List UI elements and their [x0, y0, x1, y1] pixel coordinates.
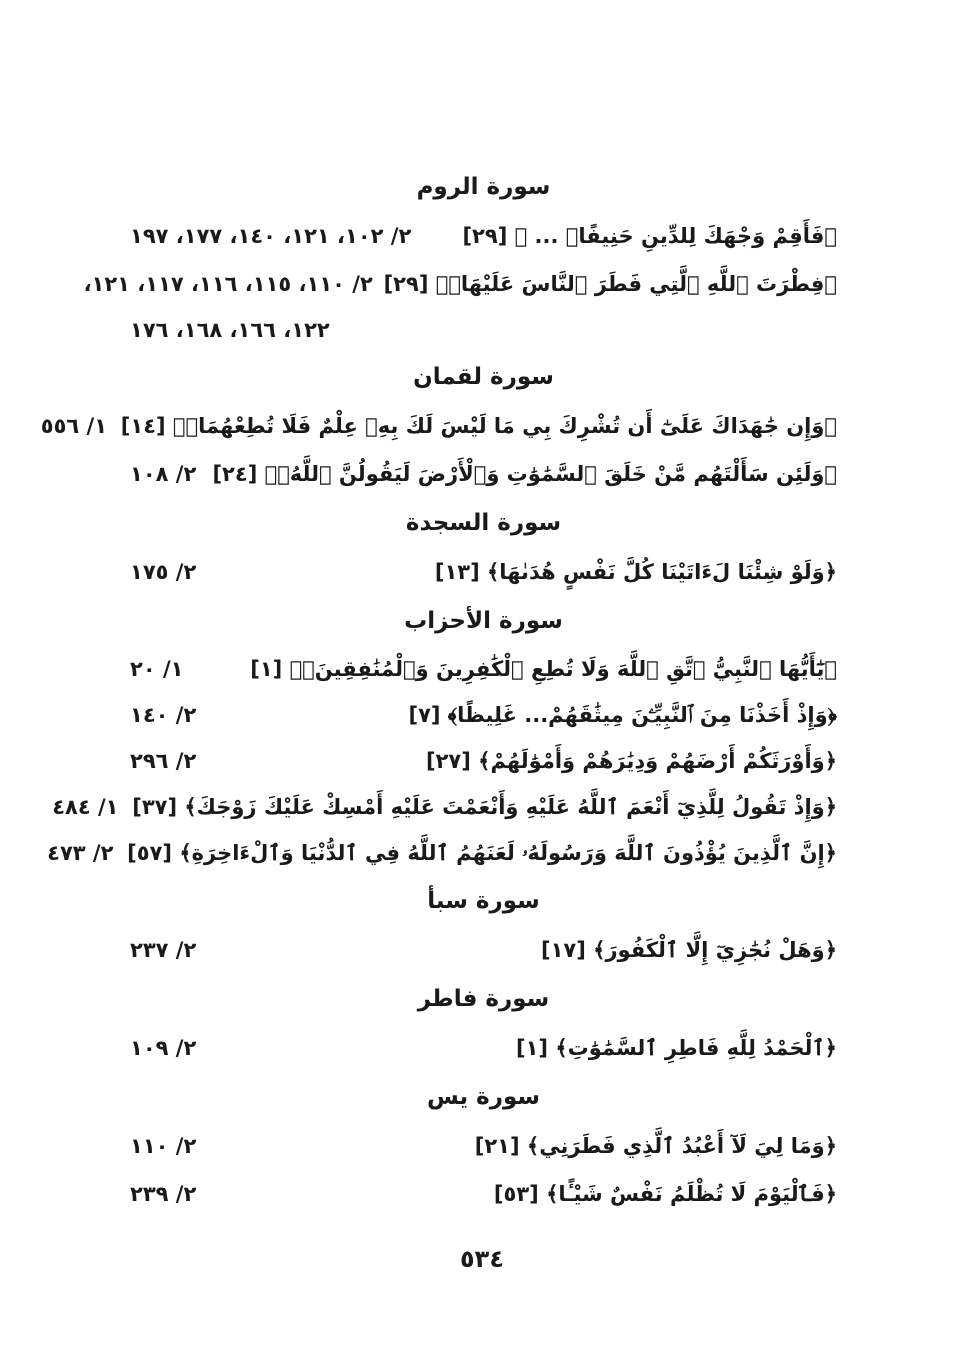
surah-heading-yasin: سورة يس: [426, 1084, 540, 1110]
verse-text: ﴿وَإِذْ أَخَذْنَا مِنَ ٱلنَّبِيِّـۧنَ مِيثَٰقَهُمْ... غَلِيظًا﴾ [٧]: [408, 703, 837, 727]
verse-entry: [40, 402, 837, 450]
verse-entry: [130, 212, 837, 260]
surah-heading-ahzab: سورة الأحزاب: [404, 608, 563, 634]
verse-reference: ٢/ ١٠٢، ١٢١، ١٤٠، ١٧٧، ١٩٧: [130, 224, 412, 248]
verse-entry: [83, 260, 837, 308]
verse-entry: [130, 1122, 837, 1170]
verse-reference: ١/ ٢٠: [130, 657, 184, 681]
verse-text: ﴿وَإِذْ تَقُولُ لِلَّذِيٓ أَنْعَمَ ٱللَّهُ عَلَيْهِ وَأَنْعَمْتَ عَلَيْهِ أَمْسِكْ عَلَيْكَ زَوْجَكَ﴾ [٣٧]: [132, 795, 837, 819]
verse-reference: ١/ ٥٥٦: [40, 414, 108, 438]
surah-heading-rum: سورة الروم: [416, 174, 551, 200]
verse-reference: ٢/ ٢٣٧: [130, 938, 197, 962]
verse-entry: [52, 784, 837, 830]
verse-text: ﴿وَلَوْ شِئْنَا لَءَاتَيْنَا كُلَّ نَفْسٍ هُدَىٰهَا﴾ [١٣]: [434, 560, 837, 584]
verse-text: ﴿وَأَوْرَثَكُمْ أَرْضَهُمْ وَدِيَٰرَهُمْ وَأَمْوَٰلَهُمْ﴾ [٢٧]: [425, 749, 837, 773]
verse-text: ﴿فَٱلْيَوْمَ لَا تُظْلَمُ نَفْسٌ شَيْـًٔا﴾ [٥٣]: [493, 1182, 837, 1206]
verse-entry: [130, 548, 837, 596]
verse-reference: ٢/ ١٧٥: [130, 560, 197, 584]
verse-reference: ٢/ ١٤٠: [130, 703, 197, 727]
verse-entry: [47, 830, 837, 876]
surah-heading-fatir: سورة فاطر: [417, 986, 550, 1012]
page-number: ٥٣٤: [460, 1245, 504, 1273]
surah-heading-saba: سورة سبأ: [427, 888, 540, 914]
verse-reference: ٢/ ٢٣٩: [130, 1182, 197, 1206]
verse-entry: [130, 738, 837, 784]
surah-heading-luqman: سورة لقمان: [413, 364, 554, 390]
verse-text: ﴿وَلَئِن سَأَلْتَهُم مَّنْ خَلَقَ ٱلسَّمَٰوَٰتِ وَٱلْأَرْضَ لَيَقُولُنَّ ٱللَّهُۚ﴾ [٢٤]: [212, 462, 837, 486]
verse-text: ﴿وَمَا لِيَ لَآ أَعْبُدُ ٱلَّذِي فَطَرَنِي﴾ [٢١]: [474, 1134, 837, 1158]
verse-reference: ٢/ ١١٠، ١١٥، ١١٦، ١١٧، ١٢١،: [83, 272, 373, 296]
verse-text: ﴿وَهَلْ نُجَٰزِيٓ إِلَّا ٱلْكَفُورَ﴾ [١٧]: [541, 938, 837, 962]
verse-reference: ٢/ ٢٩٦: [130, 749, 197, 773]
verse-entry: [130, 450, 837, 498]
verse-entry: [130, 692, 837, 738]
verse-reference: ١/ ٤٨٤: [52, 795, 119, 819]
verse-text: ﴿ٱلْحَمْدُ لِلَّهِ فَاطِرِ ٱلسَّمَٰوَٰتِ﴾ [١]: [515, 1036, 837, 1060]
verse-text: ﴿يَٰٓأَيُّهَا ٱلنَّبِيُّ ٱتَّقِ ٱللَّهَ وَلَا تُطِعِ ٱلْكَٰفِرِينَ وَٱلْمُنَٰفِقِينَۗ﴾ [١]: [250, 657, 837, 681]
verse-text: ﴿فَأَقِمْ وَجْهَكَ لِلدِّينِ حَنِيفًاۚ ... ﴾ [٢٩]: [462, 224, 837, 248]
verse-text: ﴿وَإِن جَٰهَدَاكَ عَلَىٰٓ أَن تُشْرِكَ بِي مَا لَيْسَ لَكَ بِهِۦ عِلْمٌ فَلَا تُطِعْهُمَاۖ﴾ [١٤]: [120, 414, 837, 438]
verse-reference: ٢/ ١٠٩: [130, 1036, 197, 1060]
verse-reference-continued: ١٢٢، ١٦٦، ١٦٨، ١٧٦: [130, 318, 330, 342]
verse-text: ﴿فِطْرَتَ ٱللَّهِ ٱلَّتِي فَطَرَ ٱلنَّاسَ عَلَيْهَاۚ﴾ [٢٩]: [383, 272, 837, 296]
verse-entry: [130, 1170, 837, 1218]
verse-entry: [130, 646, 837, 692]
verse-reference: ٢/ ١٠٨: [130, 462, 197, 486]
verse-reference: ٢/ ٤٧٣: [47, 841, 114, 865]
surah-heading-sajda: سورة السجدة: [405, 510, 562, 536]
verse-reference: ٢/ ١١٠: [130, 1134, 197, 1158]
verse-entry: [130, 1024, 837, 1072]
verse-text: ﴿إِنَّ ٱلَّذِينَ يُؤْذُونَ ٱللَّهَ وَرَسُولَهُۥ لَعَنَهُمُ ٱللَّهُ فِي ٱلدُّنْيَا وَٱلْءَاخِرَةِ﴾ [٥٧]: [127, 841, 837, 865]
verse-entry: [130, 926, 837, 974]
index-page: [40, 162, 837, 1206]
